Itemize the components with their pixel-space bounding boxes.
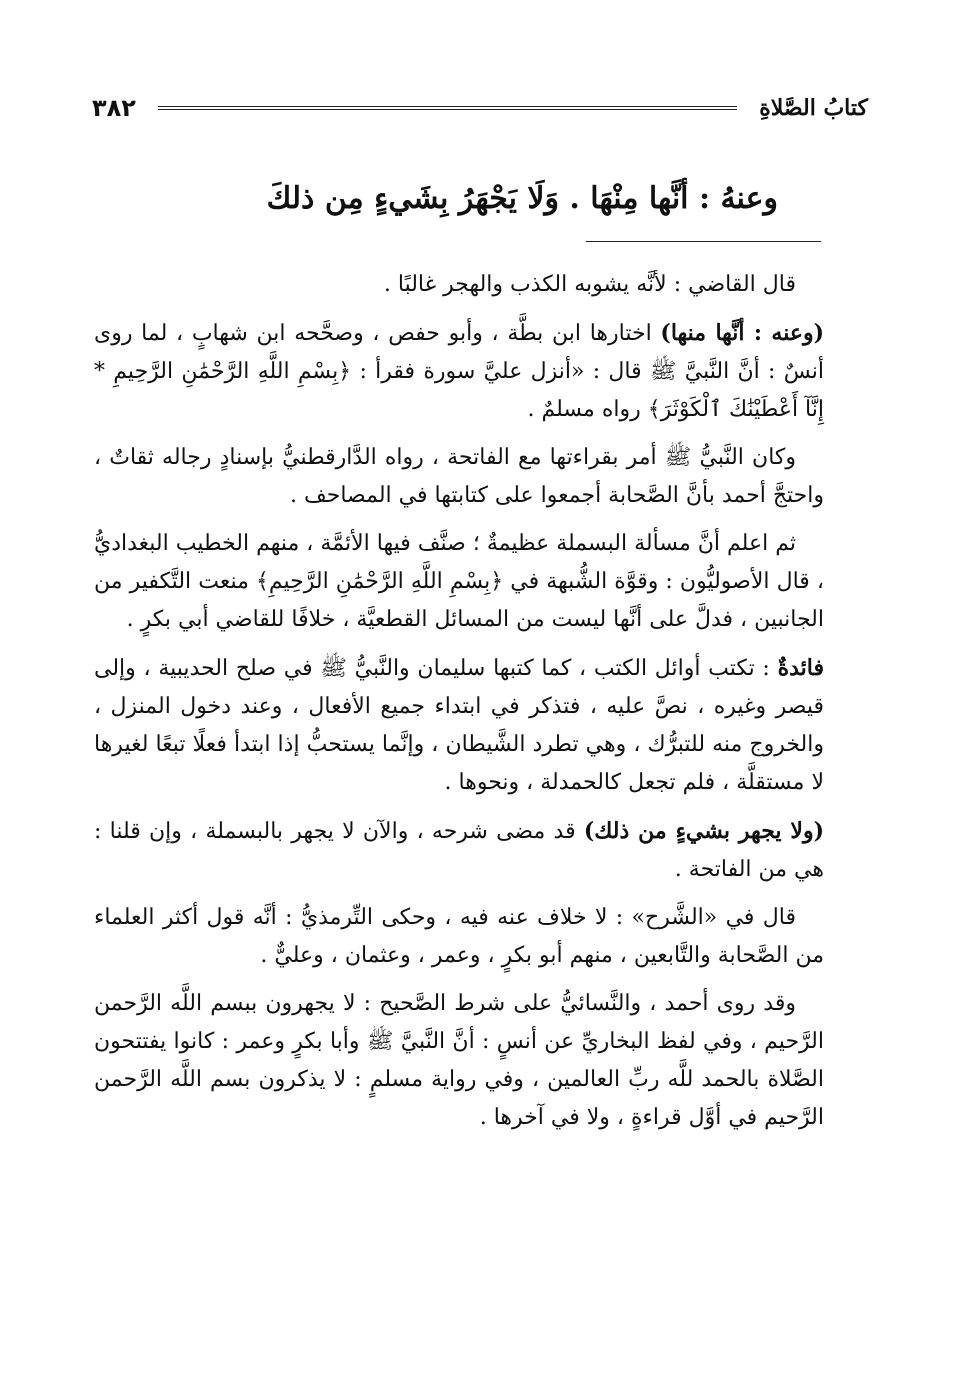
paragraph <box>94 812 824 889</box>
paragraph-text: اختارها ابن بطَّة ، وأبو حفص ، وصحَّحه ابن شهابٍ ، لما روى أنسٌ : أنَّ النَّبيَّ ﷺ قال : «أنزل عليَّ سورة فقرأ : ﴿بِسْمِ اللَّهِ الرَّحْمَٰنِ الرَّحِيمِ * إِنَّآ أَعْطَيْنَٰكَ ٱلْكَوْثَرَ﴾ رواه مسلمٌ . <box>94 321 824 422</box>
paragraph <box>94 439 824 515</box>
lemma: (ولا يجهر بشيءٍ من ذلك) <box>583 818 824 844</box>
running-header <box>92 88 868 128</box>
paragraph <box>94 525 824 639</box>
paragraph-text: قال في «الشَّرح» : لا خلاف عنه فيه ، وحكى التِّرمذيُّ : أنَّه قول أكثر العلماء من الصَّحابة والتَّابعين ، منهم أبو بكرٍ ، وعمر ، وعثمان ، وعليٌّ . <box>94 905 824 968</box>
matn-rule <box>586 241 821 242</box>
paragraph <box>94 266 824 304</box>
matn-text: وعنهُ : أنَّها مِنْهَا . وَلَا يَجْهَرُ بِشَيءٍ مِن ذلكَ <box>266 181 778 216</box>
paragraph-text: قد مضى شرحه ، والآن لا يجهر بالبسملة ، وإن قلنا : هي من الفاتحة . <box>94 819 824 882</box>
header-rule <box>158 106 737 110</box>
paragraph-text: : تكتب أوائل الكتب ، كما كتبها سليمان والنَّبيُّ ﷺ في صلح الحديبية ، وإلى قيصر وغيره ، نصَّ عليه ، فتذكر في ابتداء جميع الأفعال ، وعند دخول المنزل ، والخروج منه للتبرُّك ، وهي تطرد الشَّيطان ، وإنَّما يستحبُّ إذا ابتدأ فعلًا تبعًا لغيرها لا مستقلَّة ، فلم تجعل كالحمدلة ، ونحوها . <box>94 656 824 795</box>
paragraph <box>94 985 824 1137</box>
paragraph-text: قال القاضي : لأنَّه يشوبه الكذب والهجر غالبًا . <box>383 272 796 297</box>
paragraph-text: وكان النَّبيُّ ﷺ أمر بقراءتها مع الفاتحة ، رواه الدَّارقطنيُّ بإسنادٍ رجاله ثقاتٌ ، واحتجَّ أحمد بأنَّ الصَّحابة أجمعوا على كتابتها في المصاحف . <box>94 445 824 508</box>
lemma: (وعنه : أنَّها منها) <box>660 320 824 346</box>
paragraph <box>94 649 824 802</box>
lemma: فائدةٌ <box>777 655 824 681</box>
commentary-body <box>94 266 824 1147</box>
paragraph-text: ثم اعلم أنَّ مسألة البسملة عظيمةٌ ؛ صنَّف فيها الأئمَّة ، منهم الخطيب البغداديُّ ، قال الأصوليُّون : وقوَّة الشُّبهة في ﴿بِسْمِ اللَّهِ الرَّحْمَٰنِ الرَّحِيمِ﴾ منعت التَّكفير من الجانبين ، فدلَّ على أنَّها ليست من المسائل القطعيَّة ، خلافًا للقاضي أبي بكرٍ . <box>94 531 824 632</box>
book-title: كتابُ الصَّلاةِ <box>759 95 868 121</box>
paragraph <box>94 314 824 429</box>
paragraph <box>94 899 824 975</box>
paragraph-text: وقد روى أحمد ، والنَّسائيُّ على شرط الصَّحيح : لا يجهرون ببسم اللَّه الرَّحمن الرَّحيم ، وفي لفظ البخاريِّ عن أنسٍ : أنَّ النَّبيَّ ﷺ وأبا بكرٍ وعمر : كانوا يفتتحون الصَّلاة بالحمد للَّه ربِّ العالمين ، وفي رواية مسلمٍ : لا يذكرون بسم اللَّه الرَّحمن الرَّحيم في أوَّل قراءةٍ ، ولا في آخرها . <box>94 991 824 1130</box>
page-number: ٣٨٢ <box>92 94 136 122</box>
